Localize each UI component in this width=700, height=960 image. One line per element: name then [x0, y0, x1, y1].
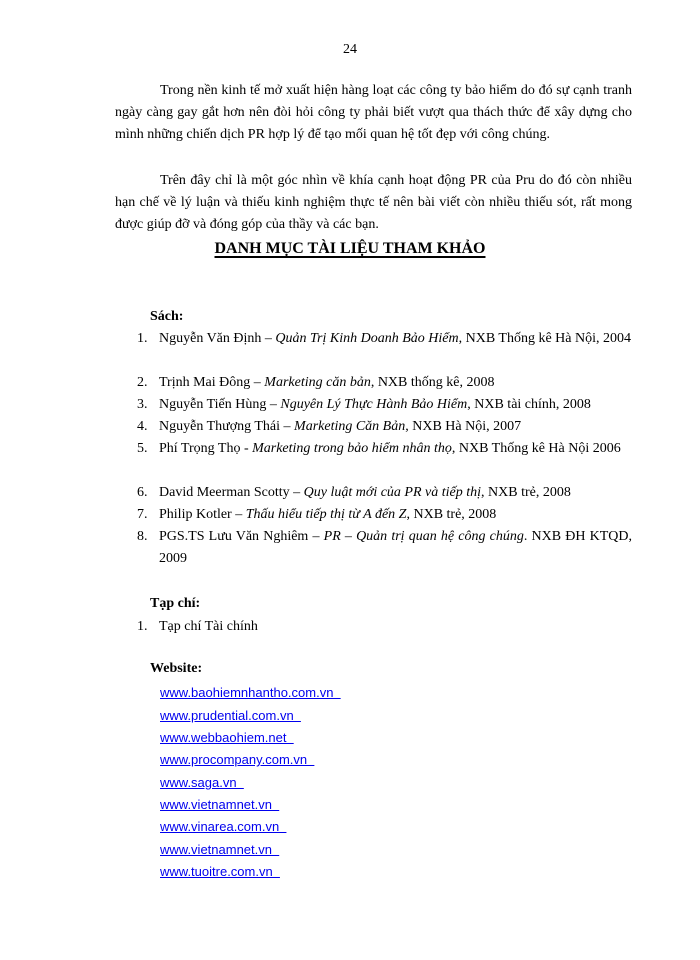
- website-link[interactable]: www.baohiemnhantho.com.vn: [160, 685, 341, 700]
- websites-section-title: Website:: [150, 661, 203, 676]
- journals-section-title: Tạp chí:: [150, 596, 201, 611]
- book-publisher: , NXB tài chính, 2008: [467, 397, 591, 412]
- book-title: Quản Trị Kinh Doanh Bảo Hiểm: [275, 331, 459, 346]
- references-heading: [0, 240, 700, 258]
- book-title: Thấu hiểu tiếp thị từ A đến Z: [245, 507, 407, 522]
- page-number: 24: [343, 42, 357, 57]
- book-number: 7.: [137, 507, 148, 522]
- book-item: [137, 526, 632, 570]
- book-publisher: , NXB trẻ, 2008: [481, 485, 571, 500]
- book-publisher: , NXB Thống kê Hà Nội 2006: [451, 441, 621, 456]
- book-item: [137, 328, 632, 350]
- book-author: Nguyễn Thượng Thái –: [159, 419, 295, 434]
- book-item: [137, 372, 632, 394]
- journal-item: [137, 616, 632, 638]
- books-section-title: Sách:: [150, 309, 184, 324]
- book-author: Phí Trọng Thọ -: [159, 441, 253, 456]
- book-publisher: , NXB thống kê, 2008: [370, 375, 495, 390]
- book-publisher: , NXB Hà Nội, 2007: [405, 419, 522, 434]
- book-title: Quy luật mới của PR và tiếp thị: [303, 485, 482, 500]
- book-item: [137, 394, 632, 416]
- journal-number: 1.: [137, 619, 148, 634]
- book-publisher: , NXB trẻ, 2008: [406, 507, 497, 522]
- book-title: Nguyên Lý Thực Hành Bảo Hiểm: [280, 397, 468, 412]
- book-item: [137, 482, 632, 504]
- website-link[interactable]: www.procompany.com.vn: [160, 752, 315, 767]
- book-number: 8.: [137, 529, 148, 544]
- book-title: PR – Quản trị quan hệ công chúng: [323, 529, 524, 544]
- book-author: Nguyễn Văn Định –: [159, 331, 276, 346]
- book-number: 3.: [137, 397, 148, 412]
- references-heading-text: DANH MỤC TÀI LIỆU THAM KHẢO: [214, 240, 486, 257]
- website-link[interactable]: www.saga.vn: [160, 775, 244, 790]
- book-number: 4.: [137, 419, 148, 434]
- book-number: 6.: [137, 485, 148, 500]
- website-link[interactable]: www.webbaohiem.net: [160, 730, 294, 745]
- book-author: Philip Kotler –: [159, 507, 246, 522]
- book-item: [137, 416, 632, 438]
- website-link[interactable]: www.prudential.com.vn: [160, 708, 301, 723]
- book-author: David Meerman Scotty –: [159, 485, 304, 500]
- paragraph-conclusion: [115, 170, 632, 236]
- book-title: Marketing Căn Bản: [294, 419, 406, 434]
- website-link[interactable]: www.vinarea.com.vn: [160, 819, 287, 834]
- paragraph-conclusion-text: Trên đây chỉ là một góc nhìn về khía cạnh hoạt động PR của Pru do đó còn nhiều hạn chế về lý luận và thiếu kinh nghiệm thực tế nên bài viết còn nhiều thiếu sót, rất mong được giúp đỡ và đóng góp của thầy và các bạn.: [115, 173, 632, 232]
- book-number: 5.: [137, 441, 148, 456]
- website-link[interactable]: www.tuoitre.com.vn: [160, 864, 280, 879]
- book-number: 1.: [137, 331, 148, 346]
- book-number: 2.: [137, 375, 148, 390]
- website-link[interactable]: www.vietnamnet.vn: [160, 797, 280, 812]
- journal-text: Tạp chí Tài chính: [159, 619, 258, 634]
- book-author: Nguyễn Tiến Hùng –: [159, 397, 281, 412]
- book-item: [137, 504, 632, 526]
- book-author: PGS.TS Lưu Văn Nghiêm –: [159, 529, 324, 544]
- book-title: Marketing căn bản: [264, 375, 371, 390]
- book-publisher: , NXB Thống kê Hà Nội, 2004: [458, 331, 631, 346]
- paragraph-competition-text: Trong nền kinh tế mở xuất hiện hàng loạt các công ty bảo hiểm do đó sự cạnh tranh ngày càng gay gắt hơn nên đòi hỏi công ty phải biết vượt qua thách thức để xây dựng cho mình những chiến dịch PR hợp lý để tạo mối quan hệ tốt đẹp với công chúng.: [115, 83, 632, 142]
- book-title: Marketing trong bảo hiểm nhân thọ: [252, 441, 452, 456]
- book-publisher: . NXB ĐH KTQD, 2009: [159, 529, 632, 566]
- book-author: Trịnh Mai Đông –: [159, 375, 265, 390]
- website-link[interactable]: www.vietnamnet.vn: [160, 842, 280, 857]
- book-item: [137, 438, 632, 460]
- paragraph-competition: [115, 80, 632, 146]
